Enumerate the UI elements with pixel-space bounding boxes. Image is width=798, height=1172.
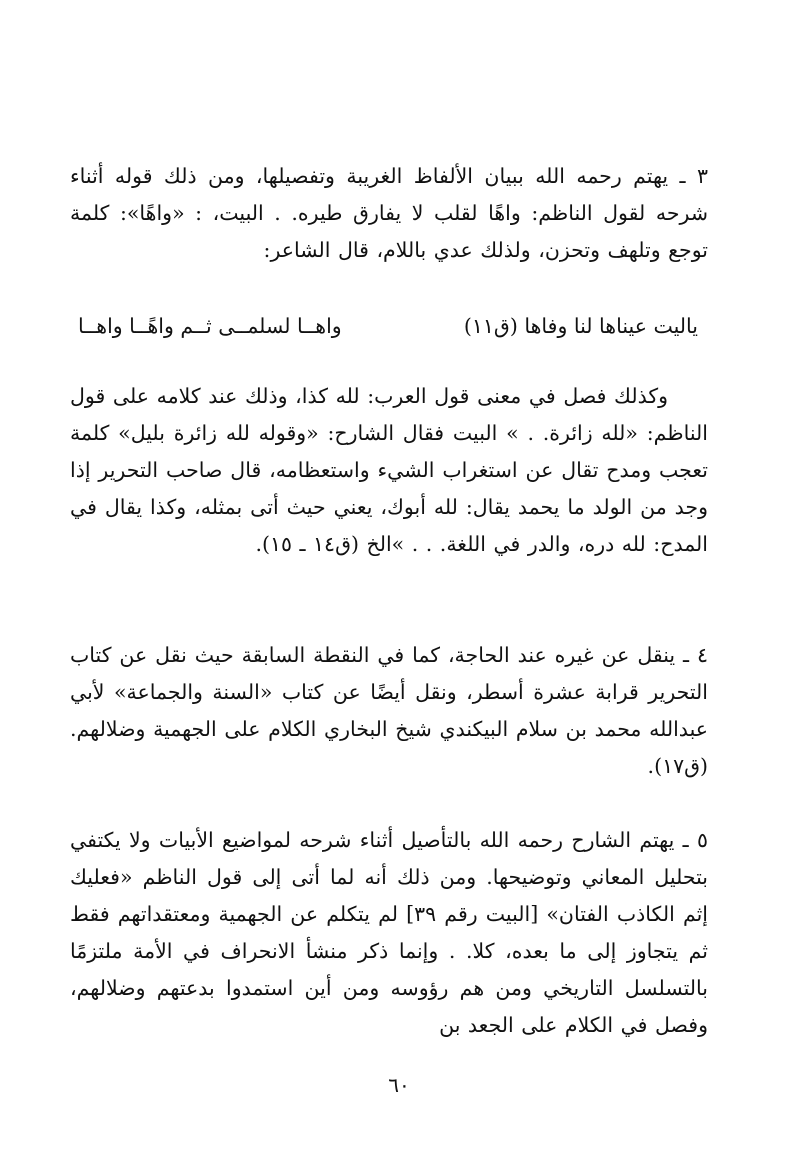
paragraph-point-3: ٣ ـ يهتم رحمه الله ببيان الألفاظ الغريبة وتفصيلها، ومن ذلك قوله أثناء شرحه لقول الناظم: واهًا لقلب لا يفارق طيره. . البيت، : «واهًا»: كلمة توجع وتلهف وتحزن، ولذلك عدي باللام، قال الشاعر: [70, 164, 708, 262]
paragraph-point-5: ٥ ـ يهتم الشارح رحمه الله بالتأصيل أثناء شرحه لمواضيع الأبيات ولا يكتفي بتحليل المعاني وتوضيحها. ومن ذلك أنه لما أتى إلى قول الناظم «فعليك إثم الكاذب الفتان» [البيت رقم ٣٩] لم يتكلم عن الجهمية ومعتقداتهم فقط ثم يتجاوز إلى ما بعده، كلا. . وإنما ذكر منشأ الانحراف في الأمة ملتزمًا بالتسلسل التاريخي ومن هم رؤوسه ومن أين استمدوا بدعتهم وضلالهم، وفصل في الكلام على الجعد بن [70, 828, 709, 1037]
paragraph-point-4: ٤ ـ ينقل عن غيره عند الحاجة، كما في النقطة السابقة حيث نقل عن كتاب التحرير قرابة عشرة أسطر، ونقل أيضًا عن كتاب «السنة والجماعة» لأبي عبدالله محمد بن سلام البيكندي شيخ البخاري الكلام على الجهمية وضلالهم. (ق١٧). [70, 643, 708, 778]
page-number: ٦٠ [388, 1073, 410, 1097]
verse-second-hemistich: ياليت عيناها لنا وفاها (ق١١) [463, 314, 698, 338]
paragraph-continuation: وكذلك فصل في معنى قول العرب: لله كذا، وذلك عند كلامه على قول الناظم: «لله زائرة. . » البيت فقال الشارح: «وقوله لله زائرة بليل» كلمة تعجب ومدح تقال عن استغراب الشيء واستعظامه، قال صاحب التحرير إذا وجد من الولد ما يحمد يقال: لله أبوك، يعني حيث أتى بمثله، وكذا يقال في المدح: لله دره، والدر في اللغة. . . »الخ (ق١٤ ـ ١٥). [70, 384, 708, 556]
poetry-verse [78, 308, 698, 345]
verse-first-hemistich: واهــا لسلمــى ثــم واهًــا واهــا [78, 314, 342, 338]
